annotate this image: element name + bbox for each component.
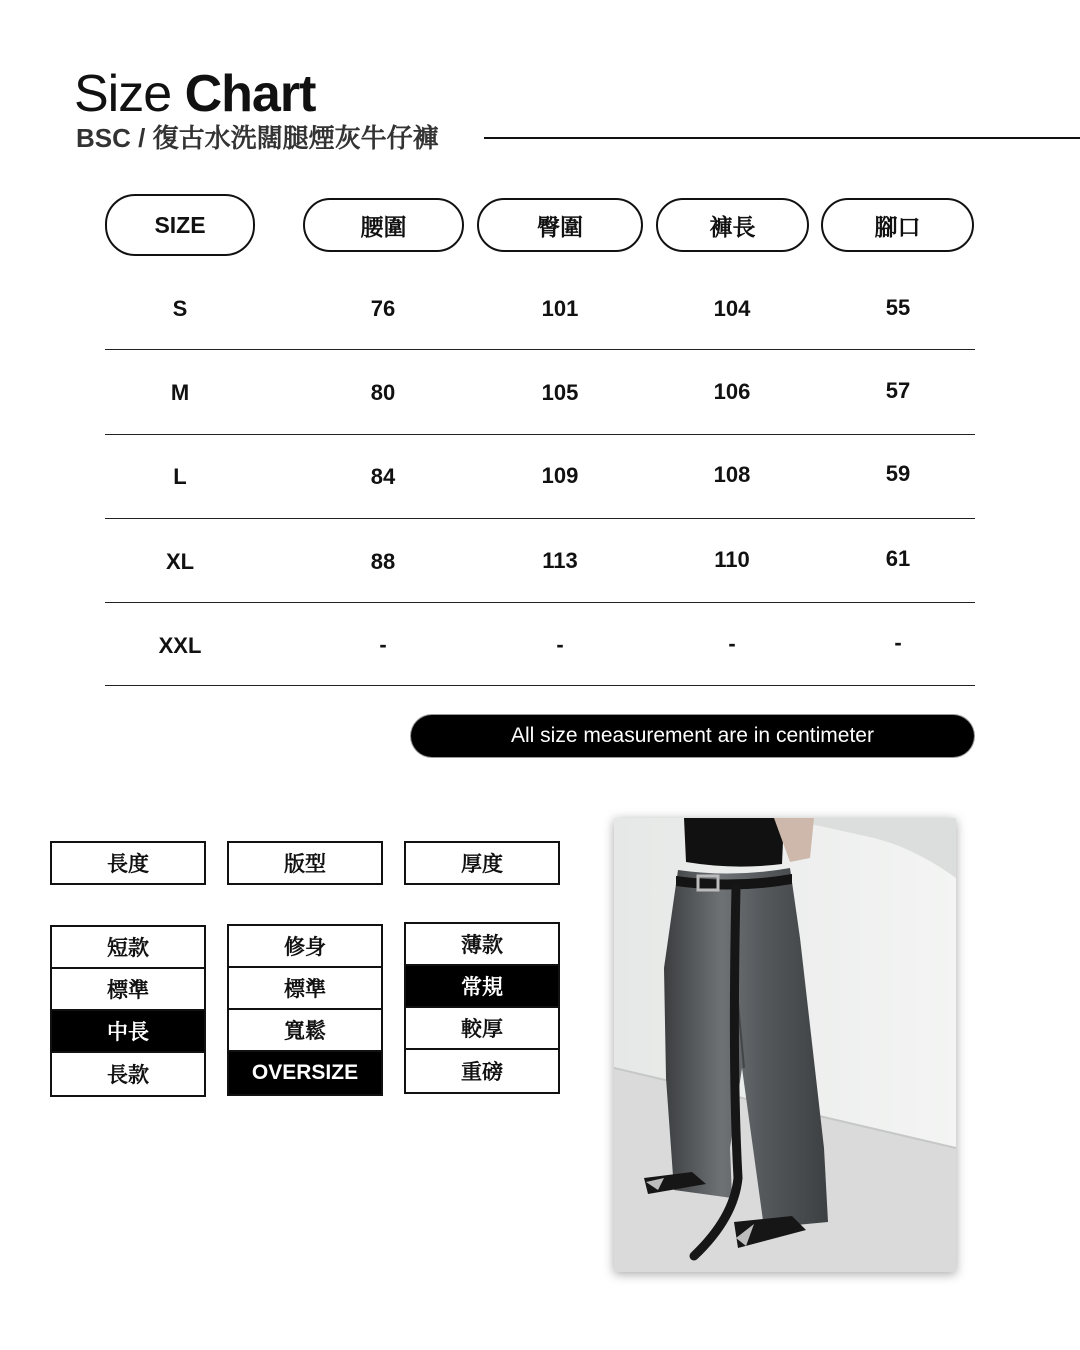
hem-cell: -: [894, 630, 902, 655]
header-size: SIZE: [105, 194, 255, 256]
size-cell: XXL: [158, 633, 202, 658]
subtitle-divider: [484, 137, 1080, 139]
header-waist: 腰圍: [303, 198, 464, 252]
spec-option: 標準: [229, 968, 381, 1010]
row-divider: [105, 434, 975, 435]
spec-option: 短款: [52, 927, 204, 969]
title-light: Size: [74, 65, 185, 123]
hip-cell: 113: [542, 548, 578, 573]
waist-cell: -: [379, 632, 387, 657]
length-cell: -: [728, 631, 736, 656]
row-divider: [105, 518, 975, 519]
hem-cell: 55: [885, 295, 911, 320]
product-subtitle: BSC / 復古水洗闊腿煙灰牛仔褲: [76, 123, 439, 153]
row-divider: [105, 602, 975, 603]
unit-note-badge: All size measurement are in centimeter: [411, 715, 974, 757]
spec-option-selected: 中長: [52, 1011, 204, 1053]
header-hem: 腳口: [821, 198, 974, 252]
hip-cell: -: [556, 632, 564, 657]
length-cell: 108: [713, 462, 751, 487]
spec-length-options: [50, 925, 206, 1097]
spec-option: 寬鬆: [229, 1010, 381, 1052]
waist-cell: 88: [370, 549, 396, 574]
hem-cell: 61: [885, 546, 911, 571]
spec-fit-label: 版型: [227, 841, 383, 885]
spec-option-selected: 常規: [406, 966, 558, 1008]
header-hip: 臀圍: [477, 198, 643, 252]
size-cell: L: [173, 464, 187, 489]
row-divider: [105, 349, 975, 350]
spec-thickness-options: [404, 922, 560, 1094]
hem-cell: 57: [885, 378, 911, 403]
waist-cell: 80: [370, 380, 396, 405]
size-cell: M: [170, 380, 190, 405]
page-title: [74, 64, 315, 124]
hip-cell: 101: [541, 296, 579, 321]
spec-option: 較厚: [406, 1008, 558, 1050]
size-cell: XL: [165, 549, 195, 574]
spec-length-label: 長度: [50, 841, 206, 885]
length-cell: 106: [713, 379, 751, 404]
hem-cell: 59: [885, 461, 911, 486]
size-cell: S: [172, 296, 188, 321]
title-bold: Chart: [184, 65, 316, 123]
header-length: 褲長: [656, 198, 809, 252]
spec-option: 長款: [52, 1053, 204, 1095]
spec-option: 修身: [229, 926, 381, 968]
hip-cell: 105: [541, 380, 579, 405]
waist-cell: 76: [370, 296, 396, 321]
hip-cell: 109: [541, 463, 579, 488]
spec-option-selected: OVERSIZE: [229, 1052, 381, 1094]
spec-thickness-label: 厚度: [404, 841, 560, 885]
length-cell: 104: [713, 296, 751, 321]
spec-option: 重磅: [406, 1050, 558, 1092]
spec-option: 薄款: [406, 924, 558, 966]
product-photo: [614, 818, 956, 1272]
product-photo-illustration: [614, 818, 956, 1272]
length-cell: 110: [714, 547, 750, 572]
row-divider: [105, 685, 975, 686]
spec-fit-options: [227, 924, 383, 1096]
waist-cell: 84: [370, 464, 396, 489]
spec-option: 標準: [52, 969, 204, 1011]
